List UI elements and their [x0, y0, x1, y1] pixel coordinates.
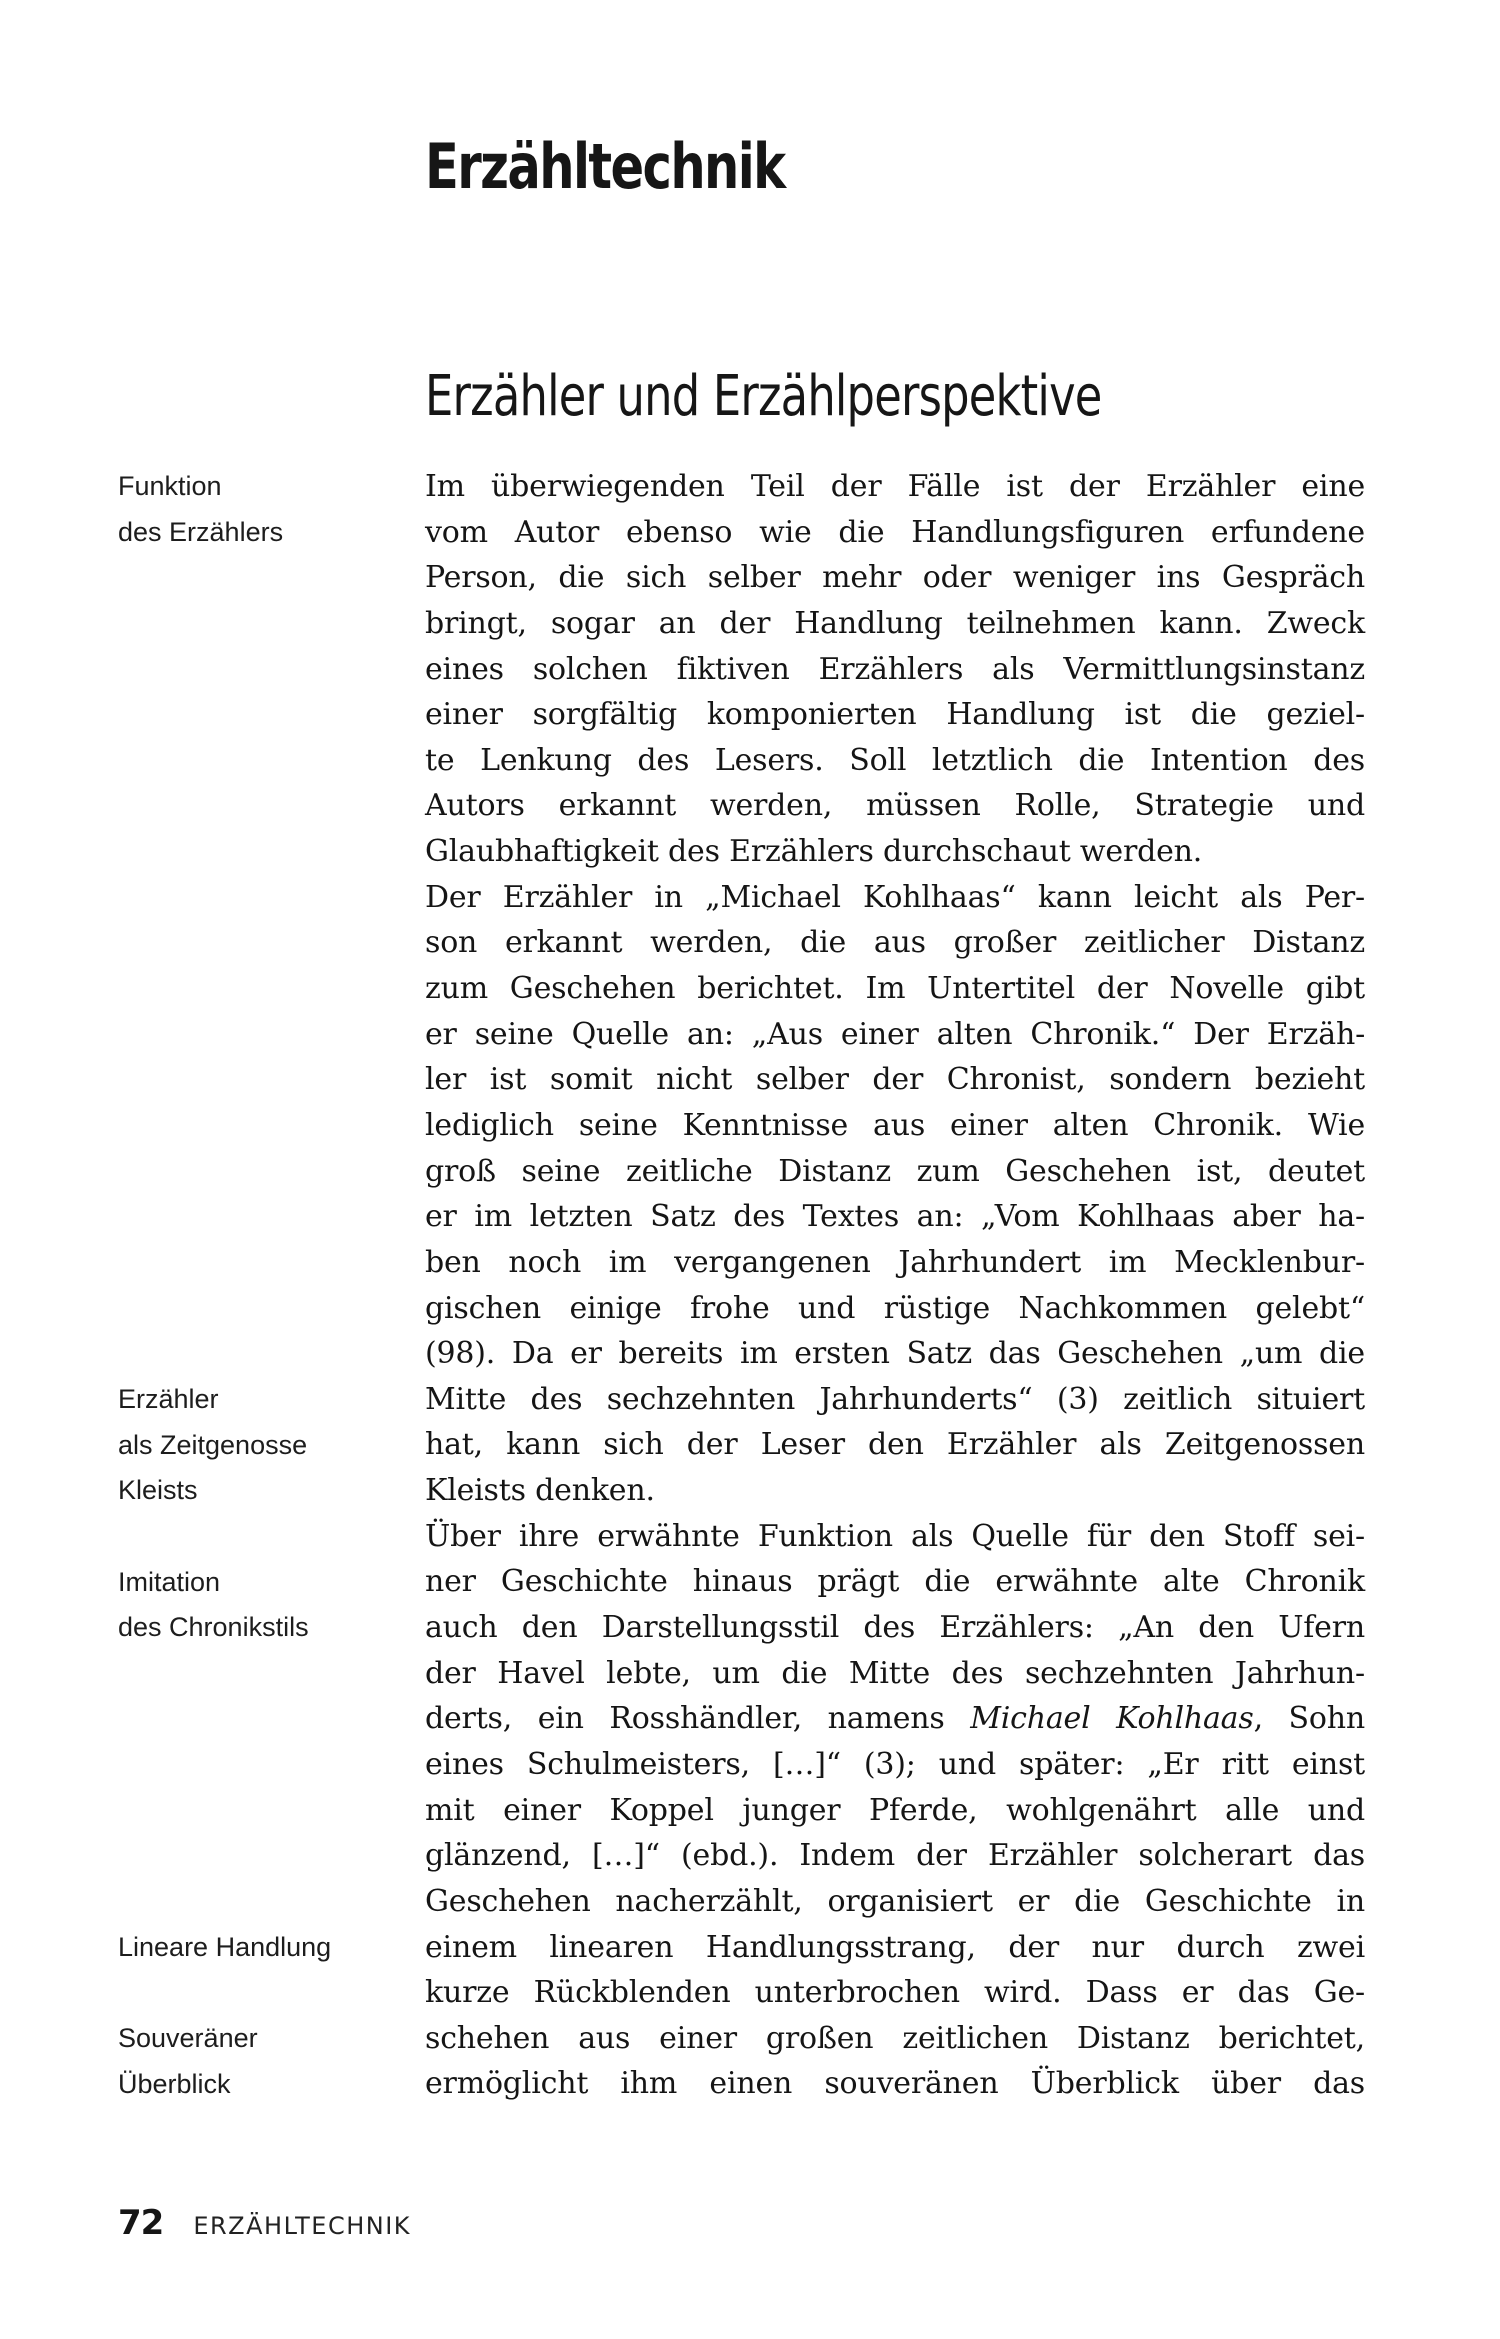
- body-text-line: [425, 510, 1365, 556]
- body-text-line: [425, 783, 1365, 829]
- body-text-line: [425, 1468, 1365, 1514]
- body-text-line: [425, 1514, 1365, 1560]
- body-text-line: [425, 555, 1365, 601]
- text-segment: Geschehen nacherzählt, organisiert er die Geschichte in: [425, 1883, 1365, 1919]
- margin-note-line: Souveräner: [118, 2023, 258, 2054]
- body-text-line: [425, 875, 1365, 921]
- body-text-line: [425, 1331, 1365, 1377]
- margin-note-line: Kleists: [118, 1475, 198, 1506]
- page-number: 72: [118, 2203, 164, 2243]
- margin-note-line: des Chronikstils: [118, 1612, 309, 1643]
- body-text-line: [425, 1742, 1365, 1788]
- margin-note-line: Funktion: [118, 471, 222, 501]
- margin-note-line: als Zeitgenosse: [118, 1429, 308, 1460]
- text-segment: Autors erkannt werden, müssen Rolle, Strategie und: [425, 788, 1365, 824]
- margin-note: [118, 2016, 408, 2107]
- text-segment: eines Schulmeisters, […]“ (3); und später: „Er ritt einst: [425, 1746, 1365, 1782]
- body-text-line: [425, 1559, 1365, 1605]
- body-text-column: [425, 464, 1365, 2107]
- body-text-line: [425, 1970, 1365, 2016]
- body-text-line: [425, 464, 1365, 510]
- body-text-line: [425, 920, 1365, 966]
- body-text-line: [425, 647, 1365, 693]
- text-segment: gischen einige frohe und rüstige Nachkommen gelebt“: [425, 1290, 1365, 1326]
- text-segment: der Havel lebte, um die Mitte des sechzehnten Jahrhun-: [425, 1655, 1365, 1691]
- margin-note: [118, 464, 408, 555]
- section-heading: Erzähler und Erzählperspektive: [425, 364, 1102, 429]
- body-text-line: [425, 2061, 1365, 2107]
- body-text-line: [425, 1194, 1365, 1240]
- text-segment: lediglich seine Kenntnisse aus einer alten Chronik. Wie: [425, 1107, 1365, 1143]
- body-text-line: [425, 1240, 1365, 1286]
- text-segment: mit einer Koppel junger Pferde, wohlgenährt alle und: [425, 1792, 1365, 1828]
- text-segment: schehen aus einer großen zeitlichen Distanz berichtet,: [425, 2020, 1365, 2056]
- margin-note: [118, 1925, 408, 1971]
- text-segment: Person, die sich selber mehr oder weniger ins Gespräch: [425, 560, 1365, 596]
- body-text-line: [425, 738, 1365, 784]
- body-text-line: [425, 601, 1365, 647]
- text-segment: zum Geschehen berichtet. Im Untertitel der Novelle gibt: [425, 971, 1365, 1007]
- body-text-line: [425, 1286, 1365, 1332]
- body-text-line: [425, 1925, 1365, 1971]
- body-text-line: [425, 1605, 1365, 1651]
- margin-note-line: des Erzählers: [118, 516, 284, 547]
- body-text-line: [425, 2016, 1365, 2062]
- margin-note: [118, 1377, 408, 1514]
- body-text-line: [425, 1879, 1365, 1925]
- text-segment: derts, ein Rosshändler, namens: [425, 1701, 971, 1737]
- body-text-line: [425, 1012, 1365, 1058]
- text-segment: groß seine zeitliche Distanz zum Geschehen ist, deutet: [425, 1153, 1365, 1189]
- body-text-line: [425, 829, 1365, 875]
- margin-note-line: Imitation: [118, 1566, 221, 1597]
- text-segment: einem linearen Handlungsstrang, der nur durch zwei: [425, 1929, 1365, 1965]
- text-segment: auch den Darstellungsstil des Erzählers: „An den Ufern: [425, 1610, 1365, 1646]
- margin-note-line: Lineare Handlung: [118, 1931, 332, 1962]
- body-text-line: [425, 1788, 1365, 1834]
- text-segment: Der Erzähler in „Michael Kohlhaas“ kann leicht als Per-: [425, 879, 1365, 915]
- body-text-line: [425, 692, 1365, 738]
- body-text-line: [425, 1103, 1365, 1149]
- text-segment: einer sorgfältig komponierten Handlung ist die geziel-: [425, 697, 1365, 733]
- text-segment: ner Geschichte hinaus prägt die erwähnte alte Chronik: [425, 1564, 1365, 1600]
- body-text-line: [425, 1696, 1365, 1742]
- running-chapter-label: ERZÄHLTECHNIK: [193, 2212, 412, 2240]
- body-text-line: [425, 1057, 1365, 1103]
- margin-note-line: Überblick: [118, 2068, 231, 2099]
- margin-note-line: Erzähler: [118, 1384, 219, 1414]
- text-segment: bringt, sogar an der Handlung teilnehmen kann. Zweck: [425, 605, 1365, 641]
- text-segment: Mitte des sechzehnten Jahrhunderts“ (3) zeitlich situiert: [425, 1381, 1365, 1417]
- text-segment: ermöglicht ihm einen souveränen Überblick über das: [425, 2066, 1365, 2102]
- text-segment: kurze Rückblenden unterbrochen wird. Dass er das Ge-: [425, 1975, 1365, 2011]
- text-segment: vom Autor ebenso wie die Handlungsfiguren erfundene: [425, 514, 1365, 550]
- text-segment: , Sohn: [1253, 1701, 1365, 1737]
- text-segment: Glaubhaftigkeit des Erzählers durchschaut werden.: [425, 834, 1203, 870]
- text-segment: te Lenkung des Lesers. Soll letztlich die Intention des: [425, 742, 1365, 778]
- text-segment: hat, kann sich der Leser den Erzähler als Zeitgenossen: [425, 1427, 1365, 1463]
- body-text-line: [425, 1651, 1365, 1697]
- text-segment: ben noch im vergangenen Jahrhundert im Mecklenbur-: [425, 1244, 1365, 1280]
- text-segment: (98). Da er bereits im ersten Satz das Geschehen „um die: [425, 1336, 1365, 1372]
- text-segment: Im überwiegenden Teil der Fälle ist der Erzähler eine: [425, 469, 1365, 504]
- text-segment: Kleists denken.: [425, 1473, 655, 1509]
- text-segment: son erkannt werden, die aus großer zeitlicher Distanz: [425, 925, 1365, 961]
- page-footer: [118, 2203, 411, 2243]
- body-text-line: [425, 1377, 1365, 1423]
- text-segment: er seine Quelle an: „Aus einer alten Chronik.“ Der Erzäh-: [425, 1016, 1365, 1052]
- body-text-line: [425, 1149, 1365, 1195]
- body-text-line: [425, 1833, 1365, 1879]
- chapter-title: Erzähltechnik: [425, 130, 785, 203]
- body-text-line: [425, 1422, 1365, 1468]
- margin-note: [118, 1560, 408, 1651]
- text-segment: er im letzten Satz des Textes an: „Vom Kohlhaas aber ha-: [425, 1199, 1365, 1235]
- body-text-line: [425, 966, 1365, 1012]
- text-segment: ler ist somit nicht selber der Chronist, sondern bezieht: [425, 1062, 1365, 1098]
- text-segment: glänzend, […]“ (ebd.). Indem der Erzähler solcherart das: [425, 1838, 1365, 1874]
- text-segment: Über ihre erwähnte Funktion als Quelle für den Stoff sei-: [425, 1518, 1365, 1554]
- text-segment: eines solchen fiktiven Erzählers als Vermittlungsinstanz: [425, 651, 1365, 687]
- italic-work-title: Michael Kohlhaas: [970, 1701, 1254, 1737]
